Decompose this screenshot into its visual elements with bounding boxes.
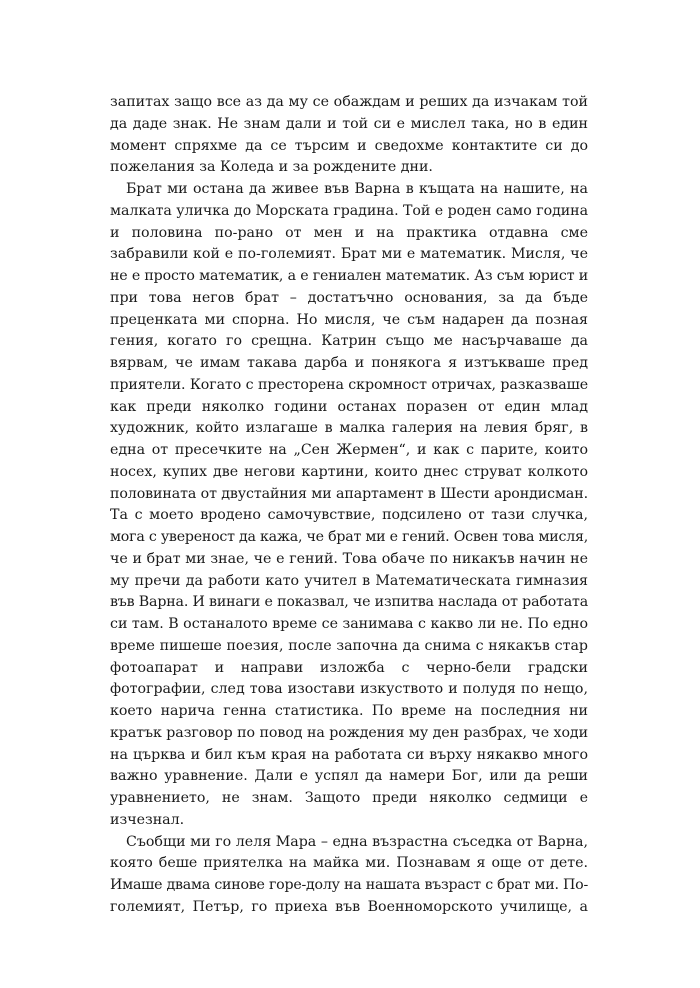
text-line: си там. В останалото време се занимава с какво ли не. По едно (110, 616, 588, 632)
text-line: Та с моето вродено самочувствие, подсилено от тази случка, (110, 507, 588, 524)
text-line: момент спряхме да се търсим и сведохме контактите си до (110, 137, 588, 154)
text-line: му пречи да работи като учител в Математическата гимназия (110, 572, 588, 589)
text-line: малката уличка до Морската градина. Той е роден само година (110, 202, 588, 219)
text-line: уравнението, не знам. Защото преди няколко седмици е (110, 790, 588, 806)
text-line: преценката ми спорна. Но мисля, че съм надарен да позная (110, 311, 588, 328)
text-line: гения, когато го срещна. Катрин също ме насърчаваше да (110, 333, 588, 350)
text-line: време пишеше поезия, после започна да снима с някакъв стар (110, 637, 588, 654)
text-line: големият, Петър, го приеха във Военноморското училище, а (110, 898, 588, 915)
text-line: кратък разговор по повод на рождения му ден разбрах, че ходи (110, 724, 589, 741)
paragraph-1 (110, 92, 588, 179)
text-line: фотографии, след това изостави изкуството и полудя по нещо, (110, 681, 588, 698)
text-line: художник, който излагаше в малка галерия на левия бряг, в (110, 420, 588, 437)
text-line: една от пресечките на „Сен Жермен“, и как с парите, които (110, 442, 588, 458)
text-line: носех, купих две негови картини, които днес струват колкото (110, 463, 588, 480)
text-line: изчезнал. (110, 811, 185, 828)
text-line: вярвам, че имам такава дарба и понякога я изтъкваше пред (110, 355, 588, 371)
text-line: фотоапарат и направи изложба с черно-бели градски (110, 659, 588, 676)
text-line: приятели. Когато с престорена скромност отричах, разказваше (110, 376, 589, 393)
text-line: Имаше двама синове горе-долу на нашата възраст с брат ми. По- (110, 877, 589, 893)
text-line: мога с увереност да кажа, че брат ми е гений. Освен това мисля, (110, 529, 588, 545)
paragraph-3 (110, 832, 588, 919)
text-line: Брат ми остана да живее във Варна в къщата на нашите, на (126, 181, 588, 197)
text-line: на църква и бил към края на работата си върху някакво много (110, 746, 588, 763)
text-line: забравили кой е по-големият. Брат ми е математик. Мисля, че (110, 246, 588, 263)
text-line: как преди няколко години останах поразен от един млад (110, 398, 588, 415)
text-line: което нарича генна статистика. По време на последния ни (110, 703, 588, 719)
text-line: да даде знак. Не знам дали и той си е мислел така, но в един (110, 115, 588, 132)
text-line: важно уравнение. Дали е успял да намери Бог, или да реши (110, 768, 588, 785)
body-text (110, 92, 588, 919)
text-line: не е просто математик, а е гениален математик. Аз съм юрист и (110, 268, 588, 284)
text-line: Съобщи ми го леля Мара – една възрастна съседка от Варна, (126, 833, 588, 850)
text-line: която беше приятелка на майка ми. Познавам я още от дете. (110, 855, 588, 872)
text-line: пожелания за Коледа и за рождените дни. (110, 159, 433, 176)
text-line: и половина по-рано от мен и на практика отдавна сме (110, 224, 588, 241)
text-line: при това негов брат – достатъчно основания, за да бъде (110, 289, 588, 306)
paragraph-2 (110, 179, 588, 832)
text-line: във Варна. И винаги е показвал, че изпитва наслада от работата (110, 594, 589, 611)
text-line: половината от двустайния ми апартамент в Шести арондисман. (110, 485, 588, 502)
text-line: запитах защо все аз да му се обаждам и реших да изчакам той (110, 94, 588, 110)
text-line: че и брат ми знае, че е гений. Това обаче по никакъв начин не (110, 550, 588, 567)
